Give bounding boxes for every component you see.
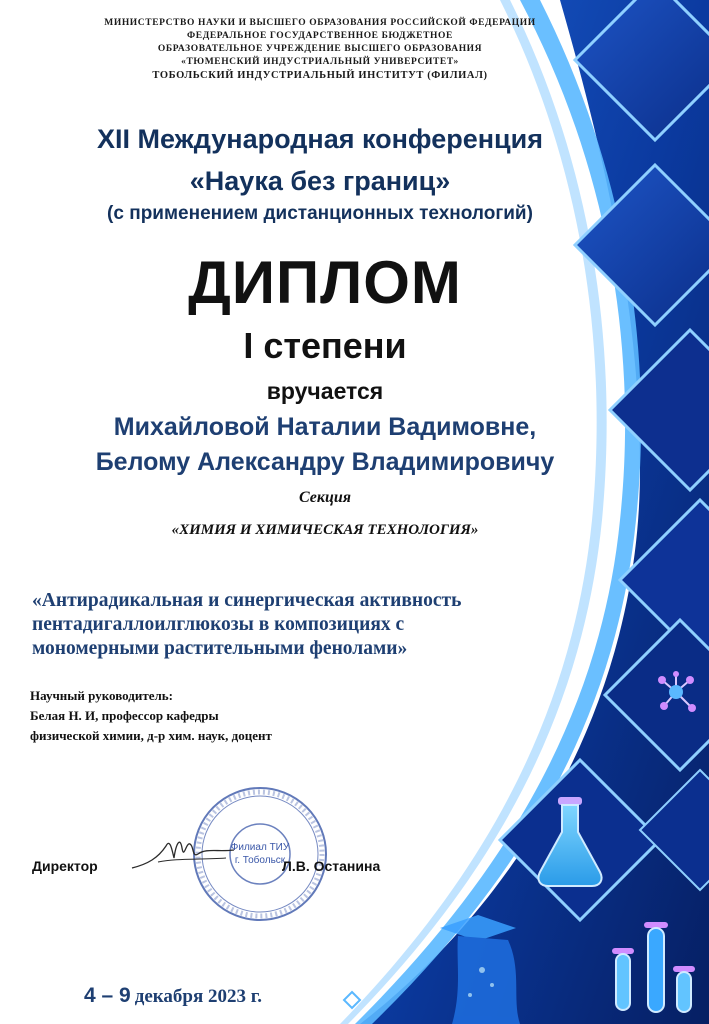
header-line: МИНИСТЕРСТВО НАУКИ И ВЫСШЕГО ОБРАЗОВАНИЯ РОССИЙСКОЙ ФЕДЕРАЦИИ bbox=[104, 18, 536, 28]
director-label: Директор bbox=[32, 858, 98, 874]
diploma-title: ДИПЛОМ bbox=[188, 249, 462, 316]
conference-subtitle: (с применением дистанционных технологий) bbox=[107, 203, 533, 224]
header-line: ФЕДЕРАЛЬНОЕ ГОСУДАРСТВЕННОЕ БЮДЖЕТНОЕ bbox=[187, 31, 453, 41]
recipient-1: Михайловой Наталии Вадимовне, bbox=[113, 413, 537, 441]
work-title-line: мономерными растительными фенолами» bbox=[32, 638, 408, 659]
event-date bbox=[84, 984, 262, 1008]
conference-name: «Наука без границ» bbox=[189, 166, 451, 196]
supervisor-label: Научный руководитель: bbox=[30, 688, 173, 703]
section-name: «ХИМИЯ И ХИМИЧЕСКАЯ ТЕХНОЛОГИЯ» bbox=[171, 522, 479, 538]
awarded-label: вручается bbox=[266, 378, 384, 404]
supervisor-block bbox=[30, 686, 272, 746]
work-title-line: «Антирадикальная и синергическая активность bbox=[32, 590, 462, 611]
date-month-year: декабря 2023 г. bbox=[134, 986, 263, 1007]
supervisor-name: Белая Н. И, профессор кафедры bbox=[30, 708, 219, 723]
ministry-header bbox=[0, 17, 640, 82]
header-line: «ТЮМЕНСКИЙ ИНДУСТРИАЛЬНЫЙ УНИВЕРСИТЕТ» bbox=[181, 57, 459, 67]
director-signature bbox=[128, 828, 238, 878]
conference-title: XII Международная конференция bbox=[97, 124, 543, 154]
work-title-line: пентадигаллоилглюкозы в композициях с bbox=[32, 614, 405, 635]
header-line: ТОБОЛЬСКИЙ ИНДУСТРИАЛЬНЫЙ ИНСТИТУТ (ФИЛИАЛ) bbox=[152, 70, 488, 81]
work-title bbox=[32, 589, 461, 661]
stamp-text-1: Филиал ТИУ bbox=[230, 842, 290, 853]
diploma-degree: I степени bbox=[243, 325, 407, 366]
date-days: 4 – 9 bbox=[84, 984, 131, 1007]
header-line: ОБРАЗОВАТЕЛЬНОЕ УЧРЕЖДЕНИЕ ВЫСШЕГО ОБРАЗОВАНИЯ bbox=[157, 44, 483, 54]
section-label: Секция bbox=[298, 489, 352, 506]
stamp-text-2: г. Тобольск bbox=[234, 855, 286, 866]
director-name: Л.В. Останина bbox=[282, 858, 381, 874]
recipient-2: Белому Александру Владимировичу bbox=[95, 448, 555, 476]
supervisor-title: физической химии, д-р хим. наук, доцент bbox=[30, 728, 272, 743]
